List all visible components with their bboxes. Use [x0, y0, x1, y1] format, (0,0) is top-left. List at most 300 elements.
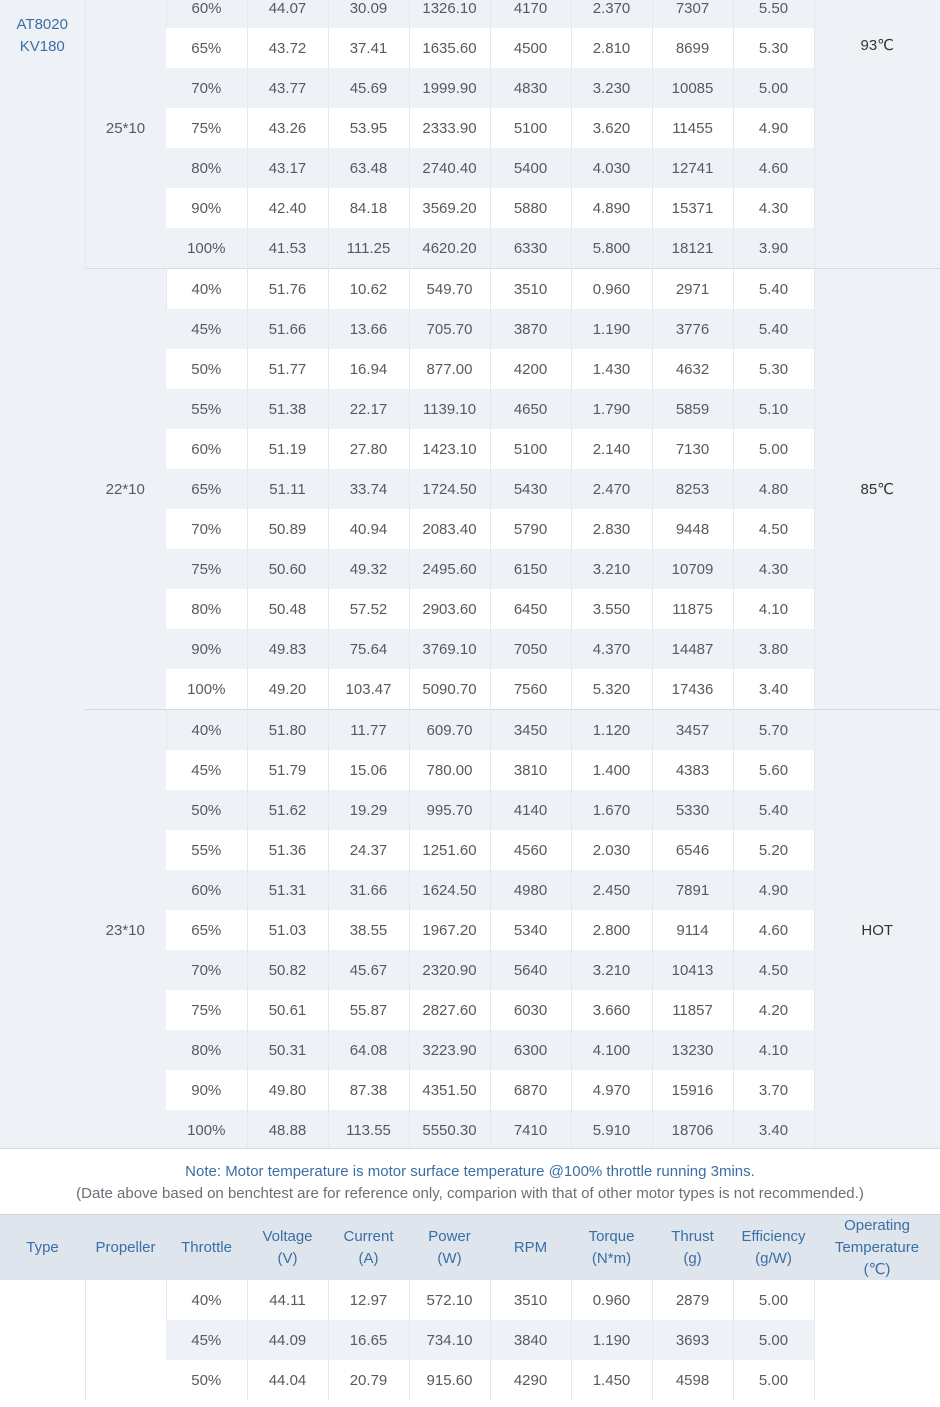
rpm-cell: 6030 — [490, 990, 571, 1030]
thrust-cell: 14487 — [652, 629, 733, 669]
efficiency-cell: 5.40 — [733, 269, 814, 310]
propeller-cell — [85, 1280, 166, 1400]
rpm-cell: 7050 — [490, 629, 571, 669]
rpm-cell: 5100 — [490, 108, 571, 148]
torque-cell: 2.800 — [571, 910, 652, 950]
thrust-cell: 15916 — [652, 1070, 733, 1110]
torque-cell: 2.140 — [571, 429, 652, 469]
thrust-cell: 10709 — [652, 549, 733, 589]
efficiency-cell: 5.50 — [733, 0, 814, 28]
efficiency-cell: 5.00 — [733, 429, 814, 469]
power-cell: 1635.60 — [409, 28, 490, 68]
throttle-cell: 55% — [166, 830, 247, 870]
throttle-cell: 75% — [166, 108, 247, 148]
efficiency-cell: 4.50 — [733, 950, 814, 990]
throttle-cell: 100% — [166, 1110, 247, 1150]
rpm-cell: 4170 — [490, 0, 571, 28]
voltage-cell: 44.07 — [247, 0, 328, 28]
torque-cell: 4.030 — [571, 148, 652, 188]
throttle-cell: 45% — [166, 309, 247, 349]
power-cell: 5550.30 — [409, 1110, 490, 1150]
header-current — [328, 1215, 409, 1282]
efficiency-cell: 5.40 — [733, 790, 814, 830]
throttle-cell: 75% — [166, 990, 247, 1030]
rpm-cell: 5340 — [490, 910, 571, 950]
efficiency-cell: 5.00 — [733, 68, 814, 108]
motor-model: AT8020 — [16, 16, 68, 33]
rpm-cell: 3840 — [490, 1320, 571, 1360]
throttle-cell: 40% — [166, 710, 247, 751]
thrust-cell: 7891 — [652, 870, 733, 910]
torque-cell: 3.550 — [571, 589, 652, 629]
voltage-cell: 51.79 — [247, 750, 328, 790]
header-thrust-label: Thrust — [671, 1228, 714, 1245]
voltage-cell: 50.31 — [247, 1030, 328, 1070]
current-cell: 45.69 — [328, 68, 409, 108]
torque-cell: 1.120 — [571, 710, 652, 751]
header-wrapper — [0, 1214, 940, 1282]
power-cell: 609.70 — [409, 710, 490, 751]
throttle-cell: 70% — [166, 68, 247, 108]
rpm-cell: 5430 — [490, 469, 571, 509]
rpm-cell: 5880 — [490, 188, 571, 228]
voltage-cell: 50.89 — [247, 509, 328, 549]
power-cell: 705.70 — [409, 309, 490, 349]
voltage-cell: 51.80 — [247, 710, 328, 751]
power-cell: 1624.50 — [409, 870, 490, 910]
efficiency-cell: 4.90 — [733, 108, 814, 148]
rpm-cell: 6450 — [490, 589, 571, 629]
temperature-cell — [814, 1280, 940, 1400]
throttle-cell: 55% — [166, 389, 247, 429]
current-cell: 27.80 — [328, 429, 409, 469]
torque-cell: 5.910 — [571, 1110, 652, 1150]
header-voltage-unit: (V) — [277, 1250, 298, 1267]
torque-cell: 4.890 — [571, 188, 652, 228]
thrust-cell: 3776 — [652, 309, 733, 349]
torque-cell: 1.190 — [571, 1320, 652, 1360]
motor-type-cell — [0, 0, 85, 1150]
voltage-cell: 49.80 — [247, 1070, 328, 1110]
current-cell: 38.55 — [328, 910, 409, 950]
torque-cell: 2.370 — [571, 0, 652, 28]
header-power — [409, 1215, 490, 1282]
efficiency-cell: 4.60 — [733, 910, 814, 950]
voltage-cell: 50.61 — [247, 990, 328, 1030]
efficiency-cell: 4.10 — [733, 589, 814, 629]
thrust-cell: 8253 — [652, 469, 733, 509]
header-torque-unit: (N*m) — [591, 1250, 632, 1267]
throttle-cell: 60% — [166, 870, 247, 910]
efficiency-cell: 5.00 — [733, 1280, 814, 1320]
thrust-cell: 5859 — [652, 389, 733, 429]
motor-kv: KV180 — [19, 38, 65, 55]
efficiency-cell: 3.70 — [733, 1070, 814, 1110]
table-row — [0, 710, 940, 751]
throttle-cell: 90% — [166, 1070, 247, 1110]
note-line-2: (Date above based on benchtest are for reference only, comparion with that of other motor types is not recommended.) — [76, 1185, 864, 1202]
propeller-cell: 22*10 — [85, 269, 166, 710]
rpm-cell: 6870 — [490, 1070, 571, 1110]
throttle-cell: 40% — [166, 269, 247, 310]
thrust-cell: 4383 — [652, 750, 733, 790]
header-current-label: Current — [343, 1228, 394, 1245]
current-cell: 24.37 — [328, 830, 409, 870]
voltage-cell: 42.40 — [247, 188, 328, 228]
power-cell: 2903.60 — [409, 589, 490, 629]
throttle-cell: 80% — [166, 589, 247, 629]
current-cell: 57.52 — [328, 589, 409, 629]
thrust-cell: 12741 — [652, 148, 733, 188]
efficiency-cell: 4.10 — [733, 1030, 814, 1070]
note-line-1: Note: Motor temperature is motor surface temperature @100% throttle running 3mins. — [185, 1163, 755, 1180]
motor-type-cell — [0, 1280, 85, 1400]
bottom-table-wrapper — [0, 1280, 940, 1400]
thrust-cell: 13230 — [652, 1030, 733, 1070]
header-efficiency — [733, 1215, 814, 1282]
torque-cell: 2.030 — [571, 830, 652, 870]
thrust-cell: 11857 — [652, 990, 733, 1030]
rpm-cell: 4830 — [490, 68, 571, 108]
current-cell: 53.95 — [328, 108, 409, 148]
power-cell: 1724.50 — [409, 469, 490, 509]
power-cell: 1251.60 — [409, 830, 490, 870]
power-cell: 1326.10 — [409, 0, 490, 28]
efficiency-cell: 5.00 — [733, 1360, 814, 1400]
header-temperature-label-2: Temperature — [834, 1239, 920, 1256]
table-row — [0, 0, 940, 28]
current-cell: 11.77 — [328, 710, 409, 751]
header-temperature — [814, 1215, 940, 1282]
efficiency-cell: 5.20 — [733, 830, 814, 870]
throttle-cell: 65% — [166, 910, 247, 950]
rpm-cell: 4560 — [490, 830, 571, 870]
efficiency-cell: 4.20 — [733, 990, 814, 1030]
power-cell: 549.70 — [409, 269, 490, 310]
voltage-cell: 50.60 — [247, 549, 328, 589]
rpm-cell: 6330 — [490, 228, 571, 269]
efficiency-cell: 4.80 — [733, 469, 814, 509]
power-cell: 2827.60 — [409, 990, 490, 1030]
thrust-cell: 4598 — [652, 1360, 733, 1400]
header-temperature-label-1: Operating — [844, 1217, 910, 1234]
rpm-cell: 4650 — [490, 389, 571, 429]
torque-cell: 4.100 — [571, 1030, 652, 1070]
current-cell: 20.79 — [328, 1360, 409, 1400]
header-power-label: Power — [428, 1228, 471, 1245]
power-cell: 734.10 — [409, 1320, 490, 1360]
current-cell: 84.18 — [328, 188, 409, 228]
rpm-cell: 3870 — [490, 309, 571, 349]
power-cell: 1999.90 — [409, 68, 490, 108]
torque-cell: 3.210 — [571, 950, 652, 990]
torque-cell: 2.450 — [571, 870, 652, 910]
torque-cell: 2.810 — [571, 28, 652, 68]
rpm-cell: 4500 — [490, 28, 571, 68]
voltage-cell: 51.03 — [247, 910, 328, 950]
power-cell: 5090.70 — [409, 669, 490, 710]
torque-cell: 3.620 — [571, 108, 652, 148]
header-current-unit: (A) — [358, 1250, 379, 1267]
torque-cell: 4.970 — [571, 1070, 652, 1110]
thrust-cell: 18121 — [652, 228, 733, 269]
torque-cell: 0.960 — [571, 269, 652, 310]
power-cell: 915.60 — [409, 1360, 490, 1400]
thrust-cell: 18706 — [652, 1110, 733, 1150]
power-cell: 4620.20 — [409, 228, 490, 269]
current-cell: 49.32 — [328, 549, 409, 589]
note-block — [0, 1148, 940, 1215]
rpm-cell: 4200 — [490, 349, 571, 389]
rpm-cell: 3450 — [490, 710, 571, 751]
voltage-cell: 43.17 — [247, 148, 328, 188]
current-cell: 111.25 — [328, 228, 409, 269]
thrust-cell: 8699 — [652, 28, 733, 68]
torque-cell: 2.830 — [571, 509, 652, 549]
efficiency-cell: 4.30 — [733, 188, 814, 228]
voltage-cell: 43.26 — [247, 108, 328, 148]
current-cell: 16.94 — [328, 349, 409, 389]
current-cell: 37.41 — [328, 28, 409, 68]
torque-cell: 1.430 — [571, 349, 652, 389]
throttle-cell: 60% — [166, 0, 247, 28]
voltage-cell: 51.11 — [247, 469, 328, 509]
efficiency-cell: 5.60 — [733, 750, 814, 790]
thrust-cell: 9448 — [652, 509, 733, 549]
throttle-cell: 80% — [166, 1030, 247, 1070]
current-cell: 45.67 — [328, 950, 409, 990]
torque-cell: 1.190 — [571, 309, 652, 349]
voltage-cell: 43.72 — [247, 28, 328, 68]
torque-cell: 3.210 — [571, 549, 652, 589]
throttle-cell: 75% — [166, 549, 247, 589]
voltage-cell: 49.20 — [247, 669, 328, 710]
throttle-cell: 100% — [166, 228, 247, 269]
header-row — [0, 1215, 940, 1282]
current-cell: 55.87 — [328, 990, 409, 1030]
thrust-cell: 2971 — [652, 269, 733, 310]
thrust-cell: 17436 — [652, 669, 733, 710]
thrust-cell: 4632 — [652, 349, 733, 389]
header-rpm: RPM — [490, 1215, 571, 1282]
thrust-cell: 10413 — [652, 950, 733, 990]
header-voltage — [247, 1215, 328, 1282]
header-thrust — [652, 1215, 733, 1282]
rpm-cell: 6300 — [490, 1030, 571, 1070]
thrust-cell: 5330 — [652, 790, 733, 830]
voltage-cell: 44.11 — [247, 1280, 328, 1320]
header-voltage-label: Voltage — [262, 1228, 313, 1245]
power-cell: 3569.20 — [409, 188, 490, 228]
rpm-cell: 4140 — [490, 790, 571, 830]
efficiency-cell: 5.30 — [733, 349, 814, 389]
power-cell: 2320.90 — [409, 950, 490, 990]
rpm-cell: 4980 — [490, 870, 571, 910]
efficiency-cell: 3.90 — [733, 228, 814, 269]
voltage-cell: 48.88 — [247, 1110, 328, 1150]
table-row — [0, 269, 940, 310]
efficiency-cell: 4.30 — [733, 549, 814, 589]
current-cell: 30.09 — [328, 0, 409, 28]
thrust-cell: 2879 — [652, 1280, 733, 1320]
power-cell: 1139.10 — [409, 389, 490, 429]
torque-cell: 5.320 — [571, 669, 652, 710]
efficiency-cell: 5.70 — [733, 710, 814, 751]
header-power-unit: (W) — [437, 1250, 462, 1267]
rpm-cell: 5100 — [490, 429, 571, 469]
efficiency-cell: 5.40 — [733, 309, 814, 349]
thrust-cell: 9114 — [652, 910, 733, 950]
thrust-cell: 3457 — [652, 710, 733, 751]
header-throttle: Throttle — [166, 1215, 247, 1282]
temperature-cell: 93℃ — [814, 0, 940, 269]
current-cell: 75.64 — [328, 629, 409, 669]
power-cell: 877.00 — [409, 349, 490, 389]
torque-cell: 2.470 — [571, 469, 652, 509]
throttle-cell: 50% — [166, 790, 247, 830]
torque-cell: 5.800 — [571, 228, 652, 269]
throttle-cell: 60% — [166, 429, 247, 469]
throttle-cell: 65% — [166, 28, 247, 68]
rpm-cell: 5790 — [490, 509, 571, 549]
power-cell: 3769.10 — [409, 629, 490, 669]
throttle-cell: 90% — [166, 629, 247, 669]
throttle-cell: 80% — [166, 148, 247, 188]
rpm-cell: 3510 — [490, 269, 571, 310]
power-cell: 572.10 — [409, 1280, 490, 1320]
voltage-cell: 41.53 — [247, 228, 328, 269]
power-cell: 2083.40 — [409, 509, 490, 549]
torque-cell: 3.230 — [571, 68, 652, 108]
power-cell: 2740.40 — [409, 148, 490, 188]
rpm-cell: 3810 — [490, 750, 571, 790]
power-cell: 3223.90 — [409, 1030, 490, 1070]
power-cell: 1967.20 — [409, 910, 490, 950]
current-cell: 113.55 — [328, 1110, 409, 1150]
torque-cell: 1.450 — [571, 1360, 652, 1400]
current-cell: 16.65 — [328, 1320, 409, 1360]
throttle-cell: 50% — [166, 1360, 247, 1400]
current-cell: 13.66 — [328, 309, 409, 349]
torque-cell: 3.660 — [571, 990, 652, 1030]
throttle-cell: 70% — [166, 509, 247, 549]
current-cell: 40.94 — [328, 509, 409, 549]
header-torque-label: Torque — [588, 1228, 635, 1245]
voltage-cell: 51.19 — [247, 429, 328, 469]
throttle-cell: 90% — [166, 188, 247, 228]
thrust-cell: 15371 — [652, 188, 733, 228]
propeller-cell: 23*10 — [85, 710, 166, 1151]
torque-cell: 1.400 — [571, 750, 652, 790]
efficiency-cell: 3.80 — [733, 629, 814, 669]
voltage-cell: 51.66 — [247, 309, 328, 349]
voltage-cell: 49.83 — [247, 629, 328, 669]
voltage-cell: 44.09 — [247, 1320, 328, 1360]
performance-table-header — [0, 1214, 940, 1282]
throttle-cell: 45% — [166, 750, 247, 790]
thrust-cell: 3693 — [652, 1320, 733, 1360]
torque-cell: 0.960 — [571, 1280, 652, 1320]
throttle-cell: 45% — [166, 1320, 247, 1360]
efficiency-cell: 3.40 — [733, 1110, 814, 1150]
efficiency-cell: 5.00 — [733, 1320, 814, 1360]
voltage-cell: 51.38 — [247, 389, 328, 429]
header-thrust-unit: (g) — [683, 1250, 702, 1267]
current-cell: 64.08 — [328, 1030, 409, 1070]
rpm-cell: 7560 — [490, 669, 571, 710]
rpm-cell: 5400 — [490, 148, 571, 188]
header-efficiency-label: Efficiency — [741, 1228, 806, 1245]
table-row — [0, 1280, 940, 1320]
torque-cell: 4.370 — [571, 629, 652, 669]
throttle-cell: 100% — [166, 669, 247, 710]
voltage-cell: 43.77 — [247, 68, 328, 108]
rpm-cell: 3510 — [490, 1280, 571, 1320]
current-cell: 10.62 — [328, 269, 409, 310]
throttle-cell: 65% — [166, 469, 247, 509]
temperature-cell: HOT — [814, 710, 940, 1151]
throttle-cell: 40% — [166, 1280, 247, 1320]
power-cell: 995.70 — [409, 790, 490, 830]
voltage-cell: 51.77 — [247, 349, 328, 389]
thrust-cell: 7307 — [652, 0, 733, 28]
rpm-cell: 7410 — [490, 1110, 571, 1150]
power-cell: 780.00 — [409, 750, 490, 790]
voltage-cell: 44.04 — [247, 1360, 328, 1400]
header-torque — [571, 1215, 652, 1282]
power-cell: 2333.90 — [409, 108, 490, 148]
efficiency-cell: 5.10 — [733, 389, 814, 429]
throttle-cell: 50% — [166, 349, 247, 389]
efficiency-cell: 4.60 — [733, 148, 814, 188]
voltage-cell: 51.62 — [247, 790, 328, 830]
current-cell: 31.66 — [328, 870, 409, 910]
thrust-cell: 7130 — [652, 429, 733, 469]
current-cell: 15.06 — [328, 750, 409, 790]
voltage-cell: 51.36 — [247, 830, 328, 870]
voltage-cell: 51.31 — [247, 870, 328, 910]
thrust-cell: 11455 — [652, 108, 733, 148]
voltage-cell: 50.48 — [247, 589, 328, 629]
throttle-cell: 70% — [166, 950, 247, 990]
thrust-cell: 11875 — [652, 589, 733, 629]
thrust-cell: 10085 — [652, 68, 733, 108]
current-cell: 63.48 — [328, 148, 409, 188]
header-temperature-unit: (℃) — [863, 1261, 891, 1278]
power-cell: 1423.10 — [409, 429, 490, 469]
header-type: Type — [0, 1215, 85, 1282]
header-propeller: Propeller — [85, 1215, 166, 1282]
voltage-cell: 50.82 — [247, 950, 328, 990]
rpm-cell: 6150 — [490, 549, 571, 589]
torque-cell: 1.670 — [571, 790, 652, 830]
propeller-cell: 25*10 — [85, 0, 166, 269]
efficiency-cell: 3.40 — [733, 669, 814, 710]
temperature-cell: 85℃ — [814, 269, 940, 710]
voltage-cell: 51.76 — [247, 269, 328, 310]
bottom-table-body — [0, 1280, 940, 1400]
power-cell: 2495.60 — [409, 549, 490, 589]
rpm-cell: 5640 — [490, 950, 571, 990]
efficiency-cell: 4.50 — [733, 509, 814, 549]
current-cell: 103.47 — [328, 669, 409, 710]
current-cell: 22.17 — [328, 389, 409, 429]
current-cell: 12.97 — [328, 1280, 409, 1320]
current-cell: 87.38 — [328, 1070, 409, 1110]
thrust-cell: 6546 — [652, 830, 733, 870]
current-cell: 19.29 — [328, 790, 409, 830]
power-cell: 4351.50 — [409, 1070, 490, 1110]
